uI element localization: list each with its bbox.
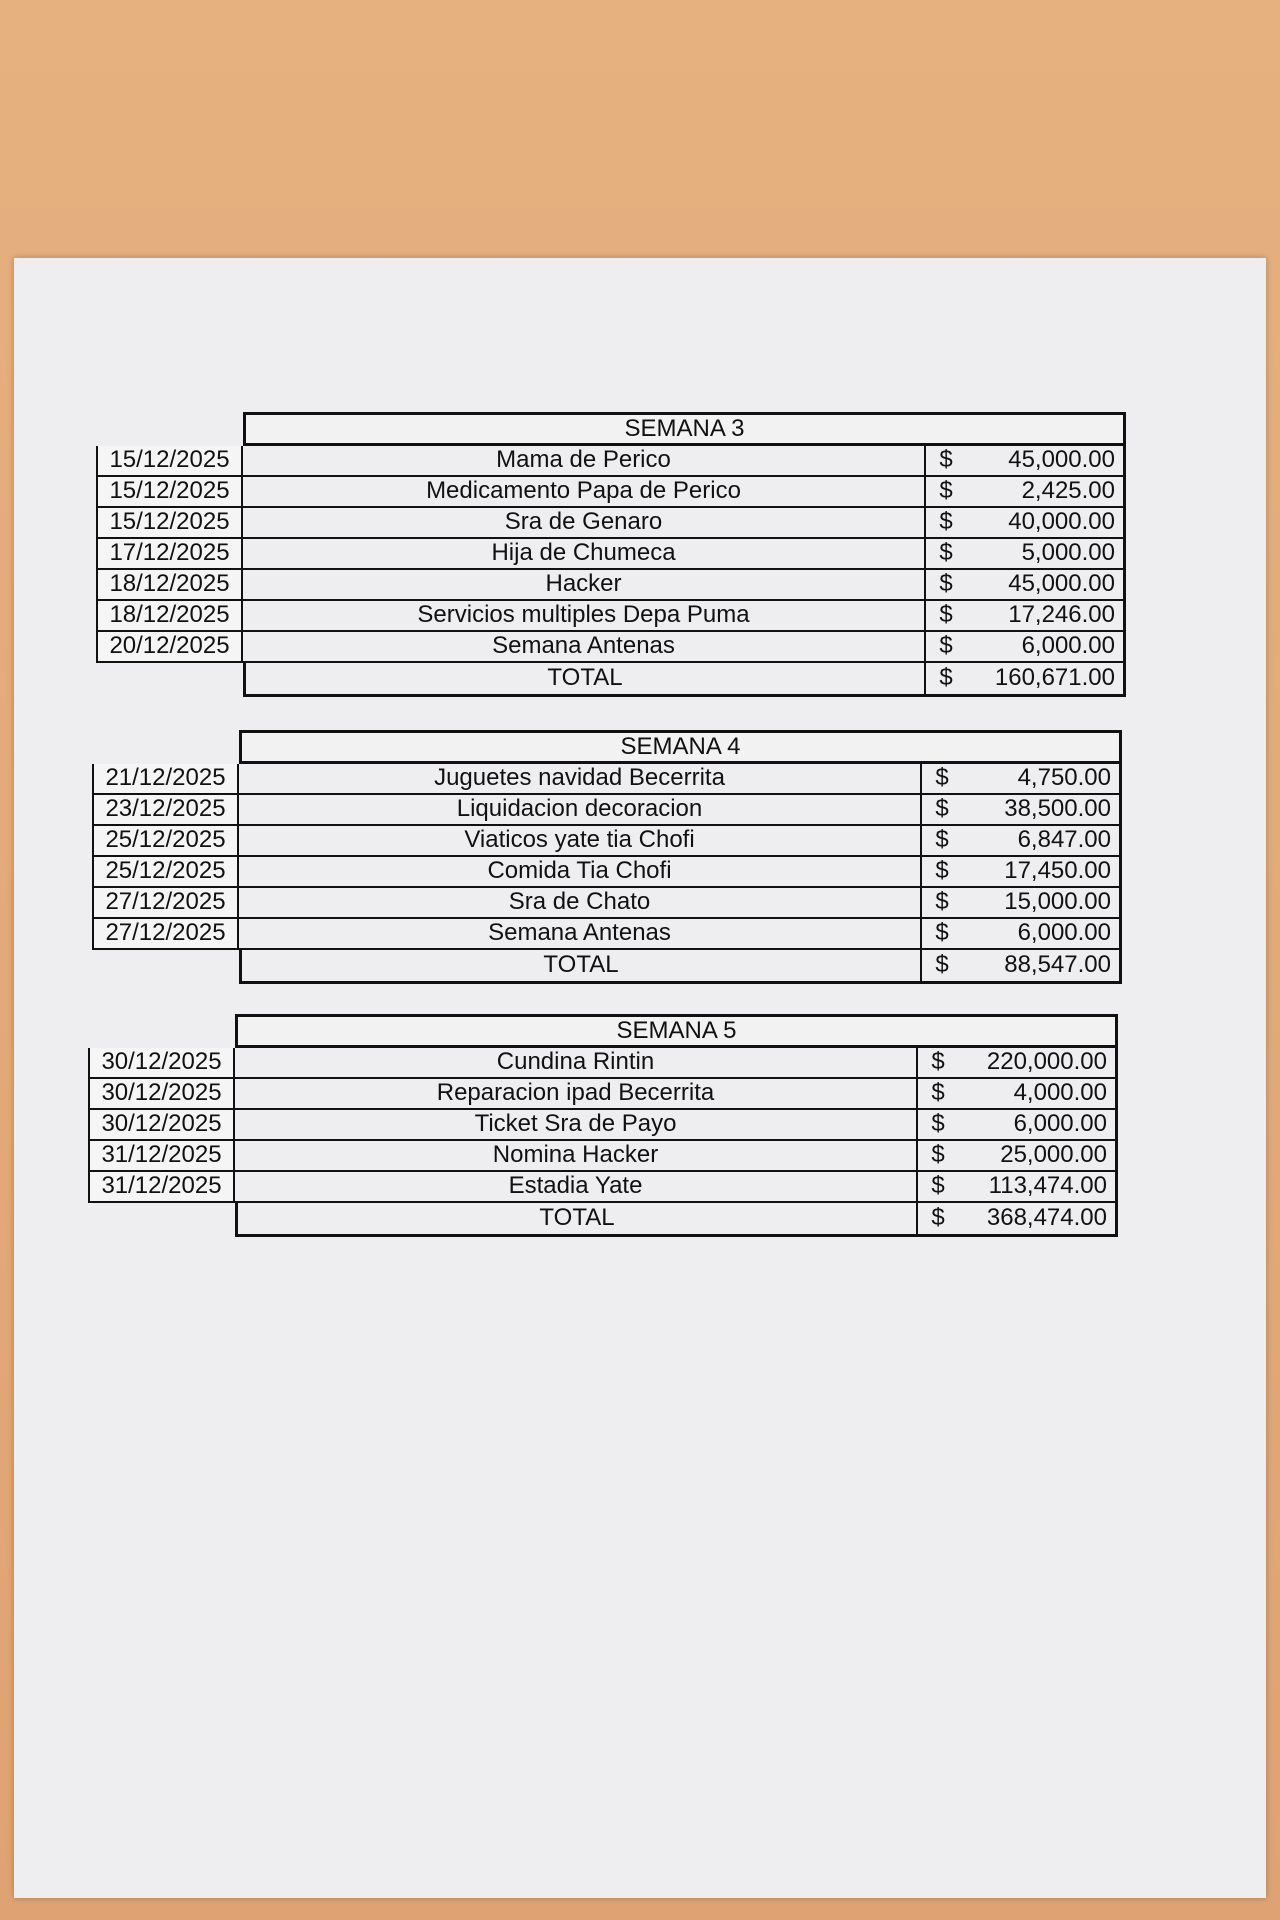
row-currency: $ bbox=[926, 446, 966, 477]
row-date: 30/12/2025 bbox=[88, 1079, 235, 1110]
week-table-semana-4 bbox=[92, 730, 1122, 984]
row-currency: $ bbox=[926, 570, 966, 601]
week-table-semana-5 bbox=[88, 1014, 1118, 1237]
row-amount: 25,000.00 bbox=[958, 1141, 1118, 1172]
row-currency: $ bbox=[922, 826, 962, 857]
row-description: Sra de Chato bbox=[239, 888, 922, 919]
row-date: 18/12/2025 bbox=[96, 570, 243, 601]
row-amount: 17,246.00 bbox=[966, 601, 1126, 632]
row-date: 18/12/2025 bbox=[96, 601, 243, 632]
table-row bbox=[96, 632, 1126, 663]
row-description: Juguetes navidad Becerrita bbox=[239, 764, 922, 795]
row-date: 21/12/2025 bbox=[92, 764, 239, 795]
total-amount: 160,671.00 bbox=[966, 663, 1126, 697]
total-row bbox=[243, 663, 1126, 697]
row-currency: $ bbox=[922, 764, 962, 795]
row-date: 15/12/2025 bbox=[96, 477, 243, 508]
row-currency: $ bbox=[918, 1079, 958, 1110]
row-currency: $ bbox=[922, 888, 962, 919]
row-currency: $ bbox=[918, 1048, 958, 1079]
row-amount: 17,450.00 bbox=[962, 857, 1122, 888]
row-amount: 6,000.00 bbox=[966, 632, 1126, 663]
table-row bbox=[96, 539, 1126, 570]
row-description: Semana Antenas bbox=[239, 919, 922, 950]
row-currency: $ bbox=[926, 477, 966, 508]
row-amount: 6,847.00 bbox=[962, 826, 1122, 857]
row-amount: 45,000.00 bbox=[966, 570, 1126, 601]
row-amount: 6,000.00 bbox=[962, 919, 1122, 950]
total-currency: $ bbox=[926, 663, 966, 697]
row-currency: $ bbox=[926, 632, 966, 663]
row-date: 31/12/2025 bbox=[88, 1172, 235, 1203]
row-currency: $ bbox=[918, 1110, 958, 1141]
row-description: Estadia Yate bbox=[235, 1172, 918, 1203]
row-date: 25/12/2025 bbox=[92, 857, 239, 888]
row-amount: 113,474.00 bbox=[958, 1172, 1118, 1203]
row-date: 30/12/2025 bbox=[88, 1048, 235, 1079]
row-amount: 2,425.00 bbox=[966, 477, 1126, 508]
row-currency: $ bbox=[922, 857, 962, 888]
row-description: Hacker bbox=[243, 570, 926, 601]
row-description: Servicios multiples Depa Puma bbox=[243, 601, 926, 632]
row-date: 15/12/2025 bbox=[96, 446, 243, 477]
row-amount: 220,000.00 bbox=[958, 1048, 1118, 1079]
row-date: 15/12/2025 bbox=[96, 508, 243, 539]
table-row bbox=[88, 1048, 1118, 1079]
row-currency: $ bbox=[926, 508, 966, 539]
total-amount: 368,474.00 bbox=[958, 1203, 1118, 1237]
table-row bbox=[92, 888, 1122, 919]
table-row bbox=[88, 1079, 1118, 1110]
row-currency: $ bbox=[918, 1172, 958, 1203]
table-row bbox=[96, 601, 1126, 632]
table-row bbox=[96, 477, 1126, 508]
table-row bbox=[92, 826, 1122, 857]
row-description: Reparacion ipad Becerrita bbox=[235, 1079, 918, 1110]
row-description: Nomina Hacker bbox=[235, 1141, 918, 1172]
row-amount: 4,750.00 bbox=[962, 764, 1122, 795]
table-row bbox=[92, 795, 1122, 826]
total-amount: 88,547.00 bbox=[962, 950, 1122, 984]
row-date: 31/12/2025 bbox=[88, 1141, 235, 1172]
row-currency: $ bbox=[922, 795, 962, 826]
table-row bbox=[88, 1110, 1118, 1141]
table-row bbox=[96, 446, 1126, 477]
row-amount: 45,000.00 bbox=[966, 446, 1126, 477]
row-currency: $ bbox=[926, 601, 966, 632]
row-currency: $ bbox=[918, 1141, 958, 1172]
row-amount: 38,500.00 bbox=[962, 795, 1122, 826]
row-description: Medicamento Papa de Perico bbox=[243, 477, 926, 508]
row-amount: 15,000.00 bbox=[962, 888, 1122, 919]
table-row bbox=[88, 1172, 1118, 1203]
row-description: Hija de Chumeca bbox=[243, 539, 926, 570]
row-currency: $ bbox=[926, 539, 966, 570]
row-description: Liquidacion decoracion bbox=[239, 795, 922, 826]
week-title: SEMANA 4 bbox=[239, 730, 1122, 764]
row-description: Comida Tia Chofi bbox=[239, 857, 922, 888]
week-title: SEMANA 5 bbox=[235, 1014, 1118, 1048]
row-date: 17/12/2025 bbox=[96, 539, 243, 570]
row-date: 25/12/2025 bbox=[92, 826, 239, 857]
week-table-semana-3 bbox=[96, 412, 1126, 697]
row-description: Mama de Perico bbox=[243, 446, 926, 477]
row-description: Semana Antenas bbox=[243, 632, 926, 663]
row-date: 23/12/2025 bbox=[92, 795, 239, 826]
row-date: 30/12/2025 bbox=[88, 1110, 235, 1141]
total-label: TOTAL bbox=[239, 950, 922, 984]
table-row bbox=[88, 1141, 1118, 1172]
total-row bbox=[239, 950, 1122, 984]
week-title: SEMANA 3 bbox=[243, 412, 1126, 446]
row-date: 20/12/2025 bbox=[96, 632, 243, 663]
table-row bbox=[96, 508, 1126, 539]
table-row bbox=[96, 570, 1126, 601]
row-description: Viaticos yate tia Chofi bbox=[239, 826, 922, 857]
row-description: Ticket Sra de Payo bbox=[235, 1110, 918, 1141]
row-currency: $ bbox=[922, 919, 962, 950]
row-description: Sra de Genaro bbox=[243, 508, 926, 539]
row-amount: 40,000.00 bbox=[966, 508, 1126, 539]
row-amount: 6,000.00 bbox=[958, 1110, 1118, 1141]
table-row bbox=[92, 764, 1122, 795]
row-amount: 4,000.00 bbox=[958, 1079, 1118, 1110]
total-label: TOTAL bbox=[235, 1203, 918, 1237]
row-date: 27/12/2025 bbox=[92, 888, 239, 919]
total-label: TOTAL bbox=[243, 663, 926, 697]
row-amount: 5,000.00 bbox=[966, 539, 1126, 570]
row-date: 27/12/2025 bbox=[92, 919, 239, 950]
total-currency: $ bbox=[918, 1203, 958, 1237]
total-currency: $ bbox=[922, 950, 962, 984]
table-row bbox=[92, 919, 1122, 950]
row-description: Cundina Rintin bbox=[235, 1048, 918, 1079]
total-row bbox=[235, 1203, 1118, 1237]
table-row bbox=[92, 857, 1122, 888]
